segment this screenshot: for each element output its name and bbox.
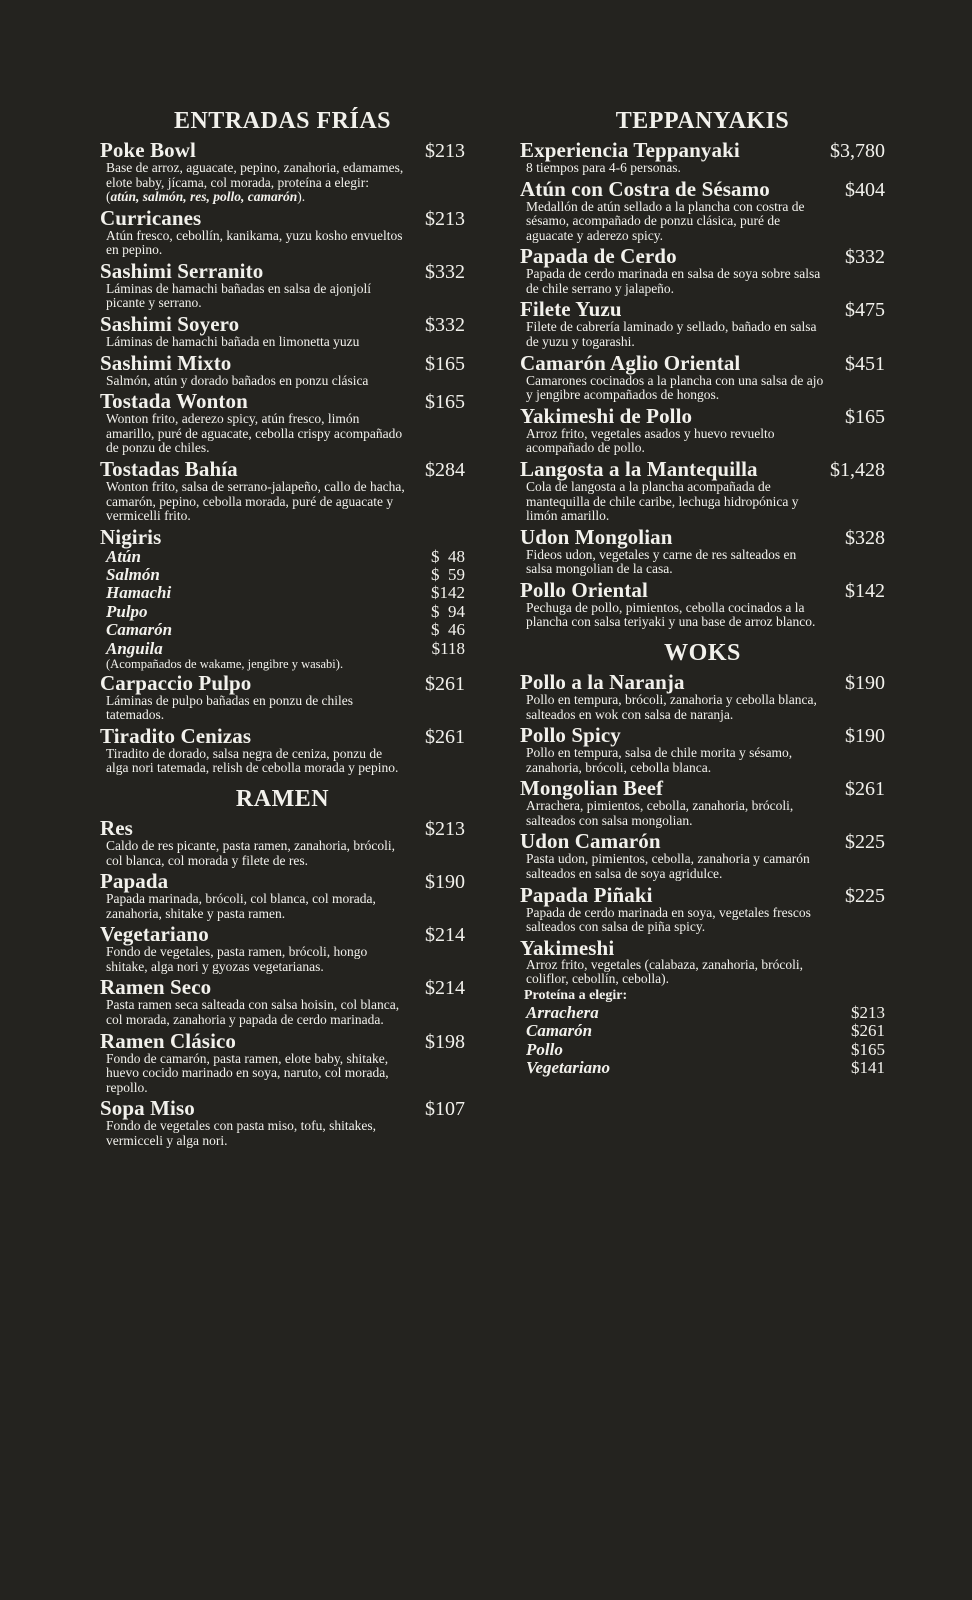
menu-item-price: $213: [425, 817, 465, 840]
menu-item: [520, 458, 885, 524]
menu-item-description: Arroz frito, vegetales asados y huevo revuelto acompañado de pollo.: [526, 425, 775, 456]
menu-item-price: $261: [425, 725, 465, 748]
menu-item: [100, 1030, 465, 1096]
section-title-ramen: RAMEN: [235, 785, 330, 812]
menu-item: [520, 178, 885, 244]
menu-item: [520, 671, 885, 722]
menu-item-price: $165: [425, 391, 465, 414]
nigiris-block: [100, 526, 465, 672]
menu-item-head: [100, 870, 465, 893]
menu-item-price: $214: [425, 924, 465, 947]
menu-item-name: Sashimi Soyero: [100, 312, 240, 337]
menu-item-price: $225: [845, 884, 885, 907]
menu-item-name: Vegetariano: [100, 922, 209, 947]
menu-item: [520, 245, 885, 296]
menu-item-price: $165: [425, 352, 465, 375]
menu-item-price: $261: [845, 778, 885, 801]
menu-item-description: Láminas de hamachi bañada en limonetta yuzu: [106, 334, 360, 350]
nigiri-name: Salmón: [106, 565, 160, 585]
menu-item-name: Yakimeshi de Pollo: [520, 403, 693, 428]
menu-item: [100, 139, 465, 205]
menu-item-name: Sashimi Serranito: [100, 258, 264, 283]
protein-option-price: $165: [851, 1039, 885, 1059]
menu-item-head: [100, 139, 465, 162]
left-column: [100, 108, 465, 1150]
protein-option-row: [520, 1004, 885, 1022]
menu-item: [520, 298, 885, 349]
menu-item-price: $190: [425, 871, 465, 894]
menu-item: [520, 777, 885, 828]
nigiri-row: [100, 548, 465, 566]
menu-item-name: Papada: [100, 869, 169, 894]
menu-item-description: Salmón, atún y dorado bañados en ponzu clásica: [106, 372, 369, 388]
protein-option-name: Arrachera: [526, 1002, 599, 1022]
protein-option-price: $261: [851, 1021, 885, 1041]
menu-item-price: $332: [425, 260, 465, 283]
menu-item-head: [100, 390, 465, 413]
nigiri-price: $ 46: [431, 620, 465, 640]
menu-item: [520, 579, 885, 630]
menu-item-description-emphasis: atún, salmón, res, pollo, camarón: [110, 189, 298, 205]
protein-option-name: Camarón: [526, 1021, 593, 1041]
protein-option-row: [520, 1022, 885, 1040]
menu-item-price: $328: [845, 526, 885, 549]
menu-item-head: [100, 260, 465, 283]
menu-item-price: $1,428: [830, 458, 885, 481]
menu-item-name: Sopa Miso: [100, 1096, 195, 1121]
menu-item-name: Pollo Spicy: [520, 723, 621, 748]
menu-item-description: Arrachera, pimientos, cebolla, zanahoria, brócoli, salteados con salsa mongolian.: [526, 798, 794, 828]
right-column: [520, 108, 885, 1079]
menu-item-description: Tiradito de dorado, salsa negra de ceniza, ponzu de alga nori tatemada, relish de cebolla morada y pepino.: [106, 745, 399, 776]
menu-item-price: $213: [425, 207, 465, 230]
menu-item-head: [520, 579, 885, 602]
menu-item-name: Experiencia Teppanyaki: [520, 138, 740, 162]
nigiris-title: Nigiris: [100, 524, 162, 549]
menu-item: [520, 352, 885, 403]
menu-item-price: $332: [845, 246, 885, 269]
section-title-teppanyakis: TEPPANYAKIS: [615, 108, 790, 134]
menu-item-description: Pechuga de pollo, pimientos, cebolla cocinados a la plancha con salsa teriyaki y una base de arroz blanco.: [526, 599, 816, 630]
menu-item-head: [100, 1097, 465, 1120]
menu-item-description: Láminas de hamachi bañadas en salsa de ajonjolí picante y serrano.: [106, 280, 372, 311]
menu-item: [100, 870, 465, 921]
nigiri-name: Pulpo: [106, 601, 148, 621]
menu-item-head: [100, 352, 465, 375]
nigiri-name: Atún: [106, 546, 141, 566]
menu-item-name: Curricanes: [100, 205, 202, 230]
menu-item-head: [520, 298, 885, 321]
menu-item-name: Udon Camarón: [520, 829, 661, 854]
menu-item-name: Atún con Costra de Sésamo: [520, 176, 770, 201]
menu-item-name: Tiradito Cenizas: [100, 723, 252, 748]
menu-item-price: $451: [845, 352, 885, 375]
menu-item: [520, 139, 885, 176]
menu-item-price: $190: [845, 725, 885, 748]
menu-item-name: Tostada Wonton: [100, 389, 248, 414]
protein-option-price: $213: [851, 1002, 885, 1022]
protein-option-name: Pollo: [526, 1039, 563, 1059]
menu-item-description: Arroz frito, vegetales (calabaza, zanahoria, brócoli, coliflor, cebollín, cebolla).: [526, 956, 803, 987]
menu-item-description: Láminas de pulpo bañadas en ponzu de chiles tatemados.: [106, 692, 354, 723]
menu-item: [100, 352, 465, 389]
menu-item-description: [100, 161, 465, 205]
menu-item-description: Fondo de camarón, pasta ramen, elote baby, shitake, huevo cocido marinado en soya, naruto, col morada, repollo.: [106, 1050, 389, 1095]
protein-option-price: $141: [851, 1058, 885, 1078]
menu-item-head: [520, 458, 885, 481]
menu-item-name: Pollo Oriental: [520, 577, 648, 602]
menu-item-price: $142: [845, 579, 885, 602]
menu-item-head: [100, 458, 465, 481]
menu-item-name: Ramen Clásico: [100, 1028, 237, 1053]
menu-item-description: Pasta ramen seca salteada con salsa hoisin, col blanca, col morada, zanahoria y papada de cerdo marinada.: [106, 997, 400, 1027]
menu-item-description: Medallón de atún sellado a la plancha con costra de sésamo, acompañado de ponzu clásica, puré de aguacate y aderezo spicy.: [526, 198, 805, 243]
menu-item-description: Cola de langosta a la plancha acompañada de mantequilla de chile caribe, lechuga hidropónica y limón amarillo.: [526, 478, 799, 524]
menu-item-head: [520, 526, 885, 549]
menu-item-price: $214: [425, 977, 465, 1000]
menu-item: [100, 458, 465, 524]
menu-item-head: [520, 671, 885, 694]
menu-item-head: [520, 139, 885, 162]
menu-item-head: [520, 777, 885, 800]
menu-item-description: Wonton frito, aderezo spicy, atún fresco, limón amarillo, puré de aguacate, cebolla crispy acompañado de ponzu de chiles.: [106, 411, 403, 456]
menu-item-head: [100, 1030, 465, 1053]
menu-item: [100, 207, 465, 258]
menu-item: [100, 672, 465, 723]
menu-item-description: Papada de cerdo marinada en salsa de soya sobre salsa de chile serrano y jalapeño.: [526, 266, 821, 296]
menu-item-price: $261: [425, 672, 465, 695]
menu-item-description: Papada marinada, brócoli, col blanca, col morada, zanahoria, shitake y pasta ramen.: [106, 891, 376, 921]
menu-item-head: [520, 178, 885, 201]
menu-item: [100, 923, 465, 974]
menu-item-name: Yakimeshi: [520, 935, 615, 960]
menu-item-price: $332: [425, 314, 465, 337]
menu-item-price: $213: [425, 140, 465, 162]
menu-item-price: $404: [845, 178, 885, 201]
nigiri-name: Anguila: [106, 638, 163, 658]
menu-item-price: $190: [845, 671, 885, 694]
section-title-woks: WOKS: [664, 639, 741, 666]
menu-item-name: Filete Yuzu: [520, 297, 622, 322]
menu-item-description: Fideos udon, vegetales y carne de res salteados en salsa mongolian de la casa.: [526, 546, 797, 577]
menu-item-description: Pollo en tempura, brócoli, zanahoria y cebolla blanca, salteados en wok con salsa de naranja.: [526, 691, 817, 722]
menu-item-price: $3,780: [830, 140, 885, 162]
protein-option-name: Vegetariano: [526, 1058, 611, 1078]
menu-item-description: Pollo en tempura, salsa de chile morita y sésamo, zanahoria, brócoli, cebolla blanca.: [526, 745, 793, 775]
nigiri-row: [100, 584, 465, 602]
menu-item: [100, 260, 465, 311]
menu-item-price: $198: [425, 1030, 465, 1053]
menu-item-name: Papada Piñaki: [520, 882, 653, 907]
menu-item-description: 8 tiempos para 4-6 personas.: [526, 160, 681, 175]
menu-item: [520, 830, 885, 881]
nigiri-price: $ 59: [431, 565, 465, 585]
menu-item-description: Fondo de vegetales con pasta miso, tofu, shitakes, vermicceli y alga nori.: [106, 1118, 376, 1148]
menu-item-head: [520, 937, 885, 959]
menu-item-name: Res: [100, 815, 133, 840]
nigiris-note: (Acompañados de wakame, jengibre y wasabi).: [106, 656, 344, 671]
menu-item: [520, 526, 885, 577]
menu-item-head: [100, 207, 465, 230]
menu-item-head: [520, 352, 885, 375]
menu-item-price: $225: [845, 831, 885, 854]
menu-item-head: [520, 405, 885, 428]
nigiri-name: Camarón: [106, 620, 173, 640]
menu-item: [520, 724, 885, 775]
menu-item-description: Atún fresco, cebollín, kanikama, yuzu kosho envueltos en pepino.: [106, 227, 403, 258]
menu-item-name: Pollo a la Naranja: [520, 669, 685, 694]
menu-item: [100, 313, 465, 350]
menu-item-name: Ramen Seco: [100, 975, 212, 1000]
nigiri-price: $ 48: [431, 546, 465, 566]
menu-item-price: $284: [425, 458, 465, 481]
menu-item-description: Wonton frito, salsa de serrano-jalapeño, callo de hacha, camarón, pepino, cebolla morada, puré de aguacate y vermicelli frito.: [106, 478, 405, 524]
menu-item-head: [100, 923, 465, 946]
menu-item-name: Carpaccio Pulpo: [100, 670, 252, 695]
nigiri-row: [100, 603, 465, 621]
nigiri-price: $118: [431, 638, 465, 658]
nigiri-price: $ 94: [431, 601, 465, 621]
menu-item-head: [520, 830, 885, 853]
menu-item-name: Camarón Aglio Oriental: [520, 350, 741, 375]
nigiri-row: [100, 566, 465, 584]
menu-item-name: Mongolian Beef: [520, 776, 664, 801]
menu-item: [100, 976, 465, 1027]
protein-option-row: [520, 1059, 885, 1077]
menu-item-price: $165: [845, 405, 885, 428]
menu-item: [520, 884, 885, 935]
menu-item-description: Filete de cabrería laminado y sellado, bañado en salsa de yuzu y togarashi.: [526, 319, 817, 350]
menu-item-price: $475: [845, 299, 885, 322]
menu-item-yakimeshi: [520, 937, 885, 1078]
menu-item-name: Poke Bowl: [100, 138, 196, 162]
protein-option-row: [520, 1041, 885, 1059]
menu-item: [100, 390, 465, 456]
menu-item-description: Papada de cerdo marinada en soya, vegetales frescos salteados con salsa de piña spicy.: [526, 904, 811, 935]
nigiri-row: [100, 621, 465, 639]
menu-item-description-end: ).: [297, 189, 306, 205]
menu-item-description: Camarones cocinados a la plancha con una salsa de ajo y jengibre acompañados de hongos.: [526, 372, 824, 403]
section-title-entradas-frias: ENTRADAS FRÍAS: [173, 108, 392, 134]
menu-item-name: Langosta a la Mantequilla: [520, 456, 758, 481]
menu-item-head: [100, 725, 465, 748]
menu-item-head: [100, 976, 465, 999]
menu-item-head: [100, 313, 465, 336]
menu-item-description-text: Base de arroz, aguacate, pepino, zanahoria, edamames, elote baby, jícama, col morada, proteína a elegir: (: [106, 160, 404, 205]
menu-item-description: Pasta udon, pimientos, cebolla, zanahoria y camarón salteados en salsa de soya agridulce.: [526, 851, 810, 882]
nigiri-price: $142: [431, 583, 465, 603]
menu-item: [100, 817, 465, 868]
menu-item-head: [520, 884, 885, 907]
menu-item-description: Caldo de res picante, pasta ramen, zanahoria, brócoli, col blanca, col morada y filete de res.: [106, 837, 396, 868]
menu-item-head: [100, 817, 465, 840]
menu-item-price: $107: [425, 1098, 465, 1121]
nigiri-name: Hamachi: [106, 583, 172, 603]
menu-item-name: Papada de Cerdo: [520, 244, 677, 269]
nigiri-row: [100, 640, 465, 658]
menu-item: [100, 1097, 465, 1148]
menu-item-head: [520, 245, 885, 268]
menu-item: [100, 725, 465, 776]
menu-item-description: Fondo de vegetales, pasta ramen, brócoli, hongo shitake, alga nori y gyozas vegetarianas.: [106, 944, 368, 974]
menu-item-name: Sashimi Mixto: [100, 350, 232, 375]
protein-choice-label: Proteína a elegir:: [524, 987, 628, 1003]
menu-item-name: Tostadas Bahía: [100, 456, 238, 481]
menu-item-head: [520, 724, 885, 747]
menu-item-name: Udon Mongolian: [520, 524, 673, 549]
menu-item-head: [100, 672, 465, 695]
menu-item: [520, 405, 885, 456]
